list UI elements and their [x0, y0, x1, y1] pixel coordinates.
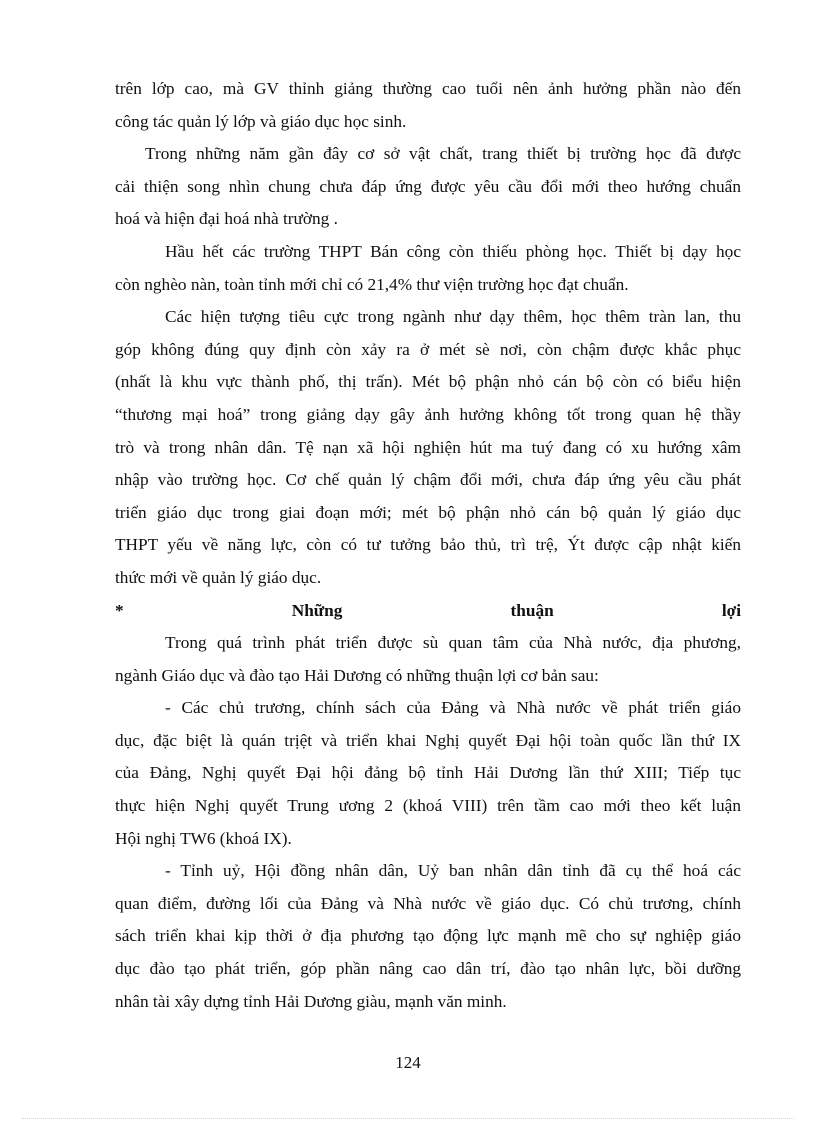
text-line: - Tỉnh uỷ, Hội đồng nhân dân, Uỷ ban nhân dân tỉnh đã cụ thể hoá các — [165, 861, 741, 881]
text-line: (nhất là khu vực thành phố, thị trấn). Mét bộ phận nhỏ cán bộ còn có biểu hiện — [115, 372, 741, 392]
text-line: ngành Giáo dục và đào tạo Hải Dương có những thuận lợi cơ bản sau: — [115, 665, 599, 685]
text-line: triển giáo dục trong giai đoạn mới; mét bộ phận nhỏ cán bộ quản lý giáo dục — [115, 502, 741, 522]
text-line: còn nghèo nàn, toàn tỉnh mới chỉ có 21,4% thư viện trường học đạt chuẩn. — [115, 274, 629, 294]
heading-word-3: lợi — [721, 600, 741, 620]
text-line: của Đảng, Nghị quyết Đại hội đảng bộ tỉnh Hải Dương lần thứ XIII; Tiếp tục — [115, 763, 741, 783]
text-line: - Các chủ trương, chính sách của Đảng và Nhà nước về phát triển giáo — [165, 698, 741, 718]
text-line: Trong những năm gần đây cơ sở vật chất, trang thiết bị trường học đã được — [145, 144, 741, 164]
text-line: nhân tài xây dựng tỉnh Hải Dương giàu, mạnh văn minh. — [115, 991, 507, 1011]
text-line: Các hiện tượng tiêu cực trong ngành như dạy thêm, học thêm tràn lan, thu — [165, 307, 741, 327]
text-line: trên lớp cao, mà GV thỉnh giảng thường cao tuổi nên ảnh hưởng phần nào đến — [115, 79, 741, 98]
text-line: “thương mại hoá” trong giảng dạy gây ảnh hưởng không tốt trong quan hệ thầy — [115, 404, 741, 424]
text-line: dục, đặc biệt là quán trịệt và triển khai Nghị quyết Đại hội toàn quốc lần thứ IX — [115, 730, 741, 750]
heading-word-1: Những — [291, 600, 343, 620]
section-heading — [115, 595, 741, 628]
text-line: nhập vào trường học. Cơ chế quản lý chậm đổi mới, chưa đáp ứng yêu cầu phát — [115, 470, 741, 490]
text-line: dục đào tạo phát triển, góp phần nâng cao dân trí, đào tạo nhân lực, bồi dưỡng — [115, 959, 741, 979]
text-line: Trong quá trình phát triển được sù quan tâm của Nhà nước, địa phương, — [165, 633, 741, 653]
page-number: 124 — [395, 1053, 421, 1072]
heading-marker: * — [115, 600, 124, 620]
paragraph-block-1 — [115, 73, 741, 595]
text-line: công tác quản lý lớp và giáo dục học sinh. — [115, 111, 407, 131]
page-body — [115, 73, 741, 1018]
footer-divider — [22, 1118, 794, 1119]
paragraph-block-2 — [115, 627, 741, 1018]
text-line: Hội nghị TW6 (khoá IX). — [115, 828, 292, 848]
text-line: cải thiện song nhìn chung chưa đáp ứng được yêu cầu đổi mới theo hướng chuẩn — [115, 176, 741, 196]
text-line: thực hiện Nghị quyết Trung ương 2 (khoá VIII) trên tầm cao mới theo kết luận — [115, 796, 741, 816]
text-line: sách triển khai kịp thời ở địa phương tạo động lực mạnh mẽ cho sự nghiệp giáo — [115, 926, 741, 946]
heading-word-2: thuận — [510, 600, 554, 620]
text-line: quan điểm, đường lối của Đảng và Nhà nước về giáo dục. Có chủ trương, chính — [115, 893, 741, 913]
text-line: hoá và hiện đại hoá nhà trường . — [115, 209, 338, 229]
text-line: THPT yếu về năng lực, còn có tư tưởng bảo thủ, trì trệ, Ýt được cập nhật kiến — [115, 535, 741, 555]
text-line: trò và trong nhân dân. Tệ nạn xã hội nghiện hút ma tuý đang có xu hướng xâm — [115, 437, 741, 457]
text-line: Hầu hết các trường THPT Bán công còn thiếu phòng học. Thiết bị dạy học — [165, 241, 741, 261]
text-line: thức mới về quản lý giáo dục. — [115, 567, 322, 587]
text-line: góp không đúng quy định còn xảy ra ở mét sè nơi, còn chậm được khắc phục — [115, 339, 741, 359]
